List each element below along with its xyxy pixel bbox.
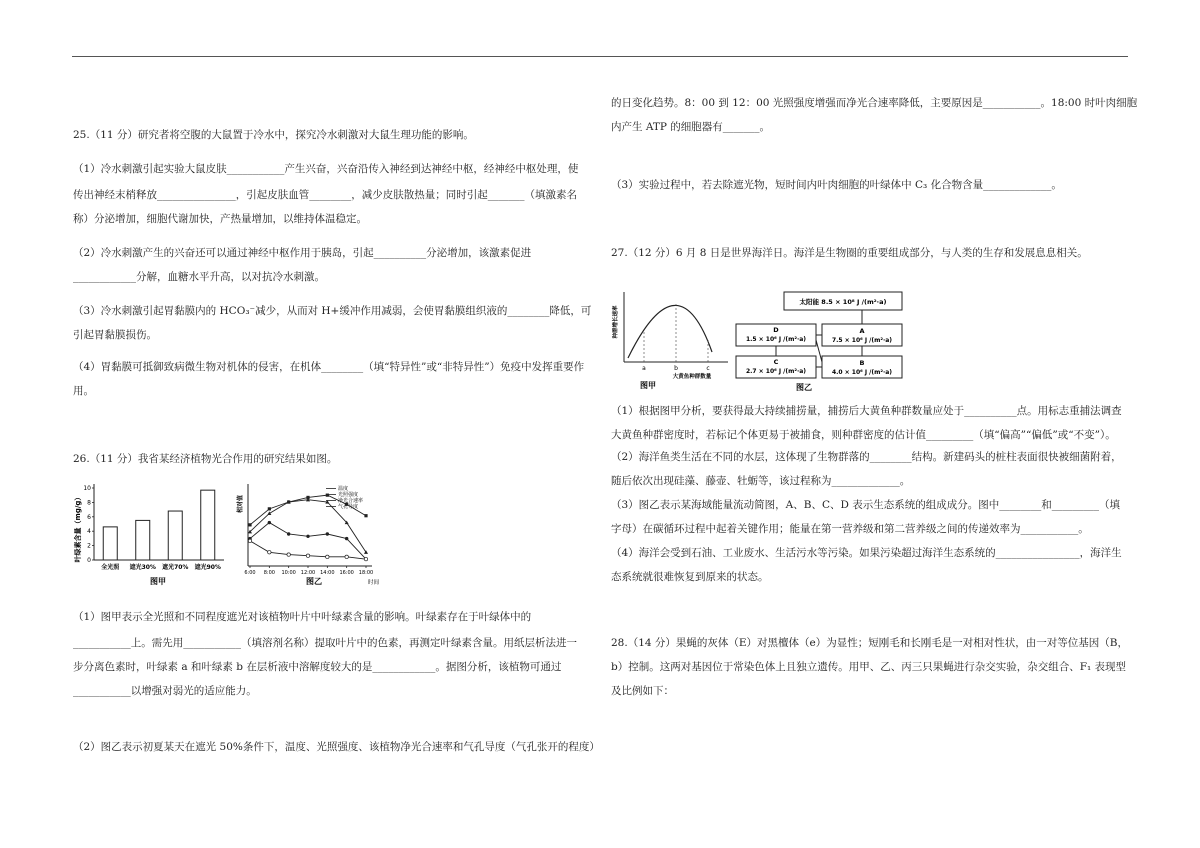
q28-p3: 及比例如下： xyxy=(611,685,674,697)
chart-jia-ylabel: 叶绿素含量（mg/g） xyxy=(74,493,82,563)
bar-3 xyxy=(201,490,215,560)
line-point xyxy=(268,521,271,524)
bar-y-tick-label: 8 xyxy=(87,499,91,507)
line-x-tick-label: 8:00 xyxy=(263,570,275,576)
bar-category-label: 全光照 xyxy=(101,564,120,571)
q25-p1c: 称）分泌增加，细胞代谢加快，产热量增加，以维持体温稳定。 xyxy=(73,213,367,225)
q25-head: 25.（11 分）研究者将空腹的大鼠置于冷水中，探究冷水刺激对大鼠生理功能的影响。 xyxy=(73,129,474,141)
q25-p1a: （1）冷水刺激引起实验大鼠皮肤___________产生兴奋，兴奋沿传入神经到达神经中枢，经神经中枢处理，使 xyxy=(73,163,579,175)
q25-p4b: 用。 xyxy=(73,385,94,397)
chart27-jia-point-a: a xyxy=(642,365,646,372)
q26-p2a: （2）图乙表示初夏某天在遮光 50%条件下，温度、光照强度、该植物净光合速率和气孔导度（气孔张开的程度） xyxy=(73,741,600,753)
bar-category-label: 遮光70% xyxy=(162,564,189,571)
q26-p1a: （1）图甲表示全光照和不同程度遮光对该植物叶片中叶绿素含量的影响。叶绿素存在于叶绿体中的 xyxy=(73,611,532,623)
chart-yi-xlabel: 时间 xyxy=(368,580,380,586)
bar-category-label: 遮光30% xyxy=(129,564,156,571)
chart27-jia-ylabel: 种群增长速率 xyxy=(613,305,619,339)
line-point xyxy=(306,535,309,538)
line-x-tick-label: 16:00 xyxy=(339,570,354,576)
line-x-tick-label: 12:00 xyxy=(300,570,316,576)
q25-p3a: （3）冷水刺激引起胃黏膜内的 HCO₃⁻减少，从而对 H+缓冲作用减弱，会使胃黏膜组织液的________降低，可 xyxy=(73,305,592,317)
node-c-value: 2.7 × 10⁶ J /(m²·a) xyxy=(745,368,807,375)
chart27-yi xyxy=(734,290,910,394)
q27-p1b: 大黄鱼种群密度时，若标记个体更易于被捕食，则种群密度的估计值_________（填“偏高”“偏低”或“不变”）。 xyxy=(611,429,1116,441)
chart27-jia xyxy=(608,286,734,394)
line-series-2 xyxy=(250,523,366,560)
line-point xyxy=(267,511,271,515)
bar-2 xyxy=(168,511,182,560)
header-rule xyxy=(72,56,1128,57)
line-point xyxy=(306,554,309,557)
chart27-jia-point-c: c xyxy=(706,365,710,372)
legend-entry: 气孔导度 xyxy=(338,504,359,510)
bar-y-tick-label: 10 xyxy=(83,485,91,492)
chart-jia-caption: 图甲 xyxy=(150,577,166,586)
chart-jia xyxy=(72,478,232,590)
q27-head: 27.（12 分）6 月 8 日是世界海洋日。海洋是生物圈的重要组成部分，与人类的生存和发展息息相关。 xyxy=(611,247,1088,259)
line-point xyxy=(287,532,290,535)
q25-p1b: 传出神经末梢释放_______________，引起皮肤血管________，减少皮肤散热量；同时引起_______（填激素名 xyxy=(73,189,577,201)
node-a-label: A xyxy=(859,327,865,335)
line-point xyxy=(248,539,251,542)
line-x-tick-label: 6:00 xyxy=(244,570,256,576)
line-x-tick-label: 10:00 xyxy=(281,570,296,576)
bar-y-tick-label: 0 xyxy=(87,557,91,564)
bar-1 xyxy=(136,520,150,560)
line-point xyxy=(287,553,290,556)
q27-p2b: 随后依次出现硅藻、藤壶、牡蛎等，该过程称为_____________。 xyxy=(611,475,911,487)
node-d-value: 1.5 × 10⁶ J /(m²·a) xyxy=(745,336,807,343)
node-c-label: C xyxy=(773,358,779,366)
line-point xyxy=(364,514,367,517)
q27-p2a: （2）海洋鱼类生活在不同的水层，这体现了生物群落的________结构。新建码头的桩柱表面很快被细菌附着， xyxy=(611,451,1122,463)
q26b-p1: 的日变化趋势。8：00 到 12：00 光照强度增强而净光合速率降低，主要原因是___________。18:00 时叶肉细胞 xyxy=(611,97,1138,109)
q27-p3b: 字母）在碳循环过程中起着关键作用；能量在第一营养级和第二营养级之间的传递效率为___________。 xyxy=(611,523,1089,535)
q26-p1d: ___________以增强对弱光的适应能力。 xyxy=(73,685,257,697)
node-sun: 太阳能 8.5 × 10⁸ J /(m²·a) xyxy=(799,298,887,306)
chart27-jia-caption: 图甲 xyxy=(640,381,656,390)
q26-p1c: 步分离色素时，叶绿素 a 和叶绿素 b 在层析液中溶解度较大的是____________。据图分析，该植物可通过 xyxy=(73,661,562,673)
line-point xyxy=(364,557,367,560)
q26b-p3: （3）实验过程中，若去除遮光物，短时间内叶肉细胞的叶绿体中 C₃ 化合物含量_____________。 xyxy=(611,179,1062,191)
bar-y-tick-label: 4 xyxy=(87,528,91,536)
line-x-tick-label: 14:00 xyxy=(320,570,335,576)
chart27-yi-caption: 图乙 xyxy=(796,383,812,392)
line-x-tick-label: 18:00 xyxy=(358,570,374,576)
q26b-p2: 内产生 ATP 的细胞器有_______。 xyxy=(611,121,771,133)
chart-yi xyxy=(234,478,384,590)
q28-p2: b）控制。这两对基因位于常染色体上且独立遗传。用甲、乙、丙三只果蝇进行杂交实验，杂交组合、F₁ 表现型 xyxy=(611,661,1127,673)
legend-entry: 温度 xyxy=(338,486,349,492)
q27-p1a: （1）根据图甲分析，要获得最大持续捕捞量，捕捞后大黄鱼种群数量应处于__________点。用标志重捕法调查 xyxy=(611,405,1122,417)
q27-p4b: 态系统就很难恢复到原来的状态。 xyxy=(611,571,769,583)
line-point xyxy=(326,494,329,497)
node-d-label: D xyxy=(773,326,779,334)
chart27-jia-point-b: b xyxy=(674,365,678,372)
q25-p4a: （4）胃黏膜可抵御致病微生物对机体的侵害，在机体________（填“特异性”或“非特异性”）免疫中发挥重要作 xyxy=(73,361,585,373)
node-b-value: 4.0 × 10⁶ J /(m²·a) xyxy=(831,369,893,376)
node-b-label: B xyxy=(859,359,865,367)
bar-y-tick-label: 6 xyxy=(87,513,91,521)
legend-entry: 光照强度 xyxy=(338,492,359,498)
line-point xyxy=(326,555,329,558)
line-point xyxy=(326,532,329,535)
chart-yi-caption: 图乙 xyxy=(306,577,322,586)
line-point xyxy=(268,507,271,510)
bar-y-tick-label: 2 xyxy=(87,542,91,550)
q26-head: 26.（11 分）我省某经济植物光合作用的研究结果如图。 xyxy=(73,453,338,465)
q25-p2a: （2）冷水刺激产生的兴奋还可以通过神经中枢作用于胰岛，引起__________分泌增加，该激素促进 xyxy=(73,247,532,259)
q25-p2b: ____________分解，血糖水平升高，以对抗冷水刺激。 xyxy=(73,271,325,283)
q27-p4a: （4）海洋会受到石油、工业废水、生活污水等污染。如果污染超过海洋生态系统的________________，海洋生 xyxy=(611,547,1122,559)
q27-p3a: （3）图乙表示某海域能量流动简图，A、B、C、D 表示生态系统的组成成分。图中________和_________（填 xyxy=(611,499,1121,511)
bar-0 xyxy=(103,527,117,560)
line-point xyxy=(345,537,348,540)
line-point xyxy=(248,523,251,526)
chart27-jia-xlabel: 大黄鱼种群数量 xyxy=(672,374,712,380)
line-point xyxy=(268,551,271,554)
line-point xyxy=(345,555,348,558)
chart-yi-ylabel: 相对值 xyxy=(237,494,244,514)
q28-p1: 28.（14 分）果蝇的灰体（E）对黑檀体（e）为显性；短刚毛和长刚毛是一对相对性状，由一对等位基因（B， xyxy=(611,637,1128,649)
legend-entry: 净光合速率 xyxy=(338,498,364,504)
bar-category-label: 遮光90% xyxy=(194,564,221,571)
q25-p3b: 引起胃黏膜损伤。 xyxy=(73,329,157,341)
node-a-value: 7.5 × 10⁶ J /(m²·a) xyxy=(831,337,893,344)
q26-p1b: ___________上。需先用___________（填溶剂名称）提取叶片中的色素，再测定叶绿素含量。用纸层析法进一 xyxy=(73,637,577,649)
